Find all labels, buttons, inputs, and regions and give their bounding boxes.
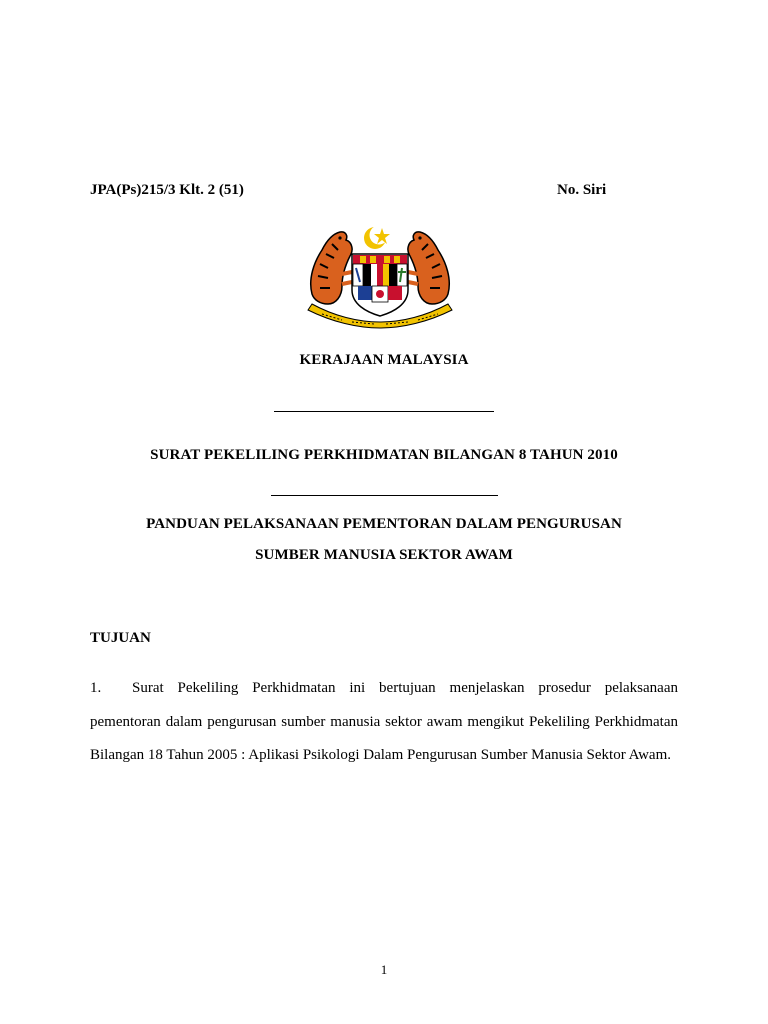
government-heading: KERAJAAN MALAYSIA	[299, 352, 469, 368]
paragraph-text: Surat Pekeliling Perkhidmatan ini bertujuan menjelaskan prosedur pelaksanaan pementoran dalam pengurusan sumber manusia sektor awam mengikut Pekeliling Perkhidmatan Bilangan 18 Tahun 2005 : Aplikasi Psikologi Dalam Pengurusan Sumber Manusia Sektor Awam.	[90, 680, 678, 763]
coat-of-arms-icon	[302, 224, 458, 332]
serial-number-label: No. Siri	[557, 182, 607, 198]
section-heading: TUJUAN	[90, 630, 151, 646]
paragraph-number: 1.	[90, 680, 102, 696]
paragraph-1	[90, 672, 678, 773]
divider-bottom	[271, 495, 498, 496]
circular-title: SURAT PEKELILING PERKHIDMATAN BILANGAN 8 TAHUN 2010	[150, 447, 618, 463]
page-number: 1	[380, 962, 388, 977]
subject-line-1: PANDUAN PELAKSANAAN PEMENTORAN DALAM PENGURUSAN	[146, 516, 622, 532]
reference-number: JPA(Ps)215/3 Klt. 2 (51)	[90, 182, 244, 198]
subject-line-2: SUMBER MANUSIA SEKTOR AWAM	[255, 547, 513, 563]
divider-top	[274, 411, 494, 412]
